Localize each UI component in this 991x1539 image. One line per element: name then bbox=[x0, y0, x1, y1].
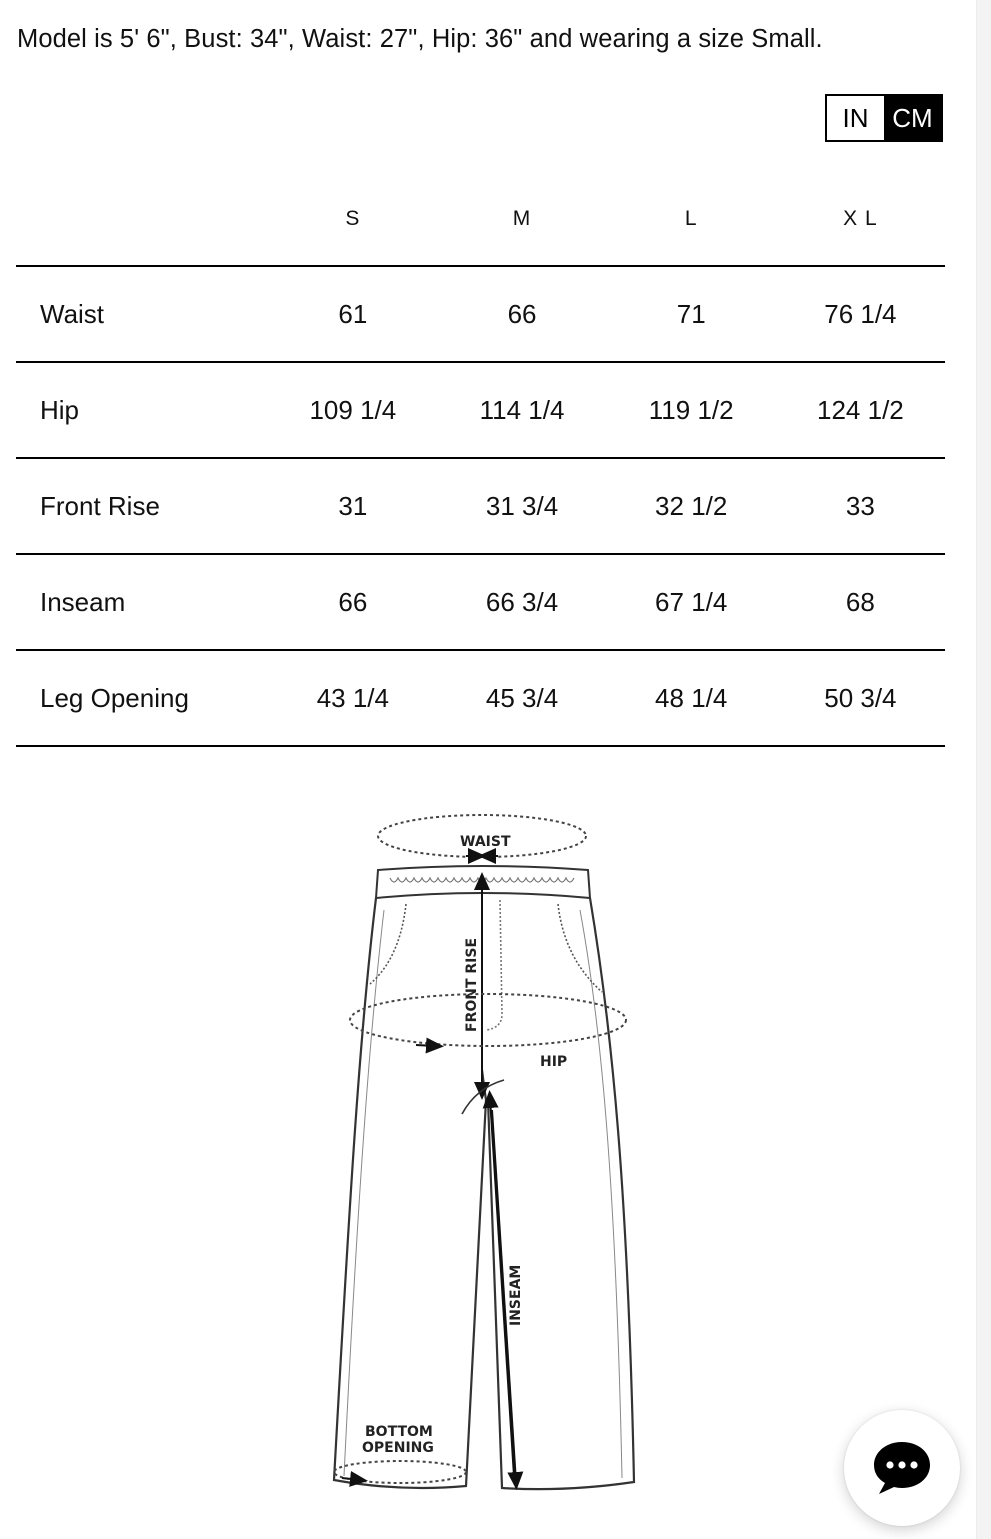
table-cell: 31 bbox=[268, 458, 437, 554]
table-row bbox=[16, 554, 945, 650]
unit-toggle[interactable] bbox=[825, 94, 943, 142]
table-cell: 67 1/4 bbox=[607, 554, 776, 650]
table-cell: 45 3/4 bbox=[437, 650, 606, 746]
row-label-inseam: Inseam bbox=[16, 554, 268, 650]
bottom-opening-diagram-label-line1: BOTTOM bbox=[365, 1424, 433, 1440]
table-cell: 124 1/2 bbox=[776, 362, 945, 458]
table-cell: 71 bbox=[607, 266, 776, 362]
table-cell: 61 bbox=[268, 266, 437, 362]
table-row bbox=[16, 650, 945, 746]
hip-measure-ellipse bbox=[350, 994, 626, 1046]
chat-button[interactable] bbox=[844, 1410, 960, 1526]
left-pocket bbox=[370, 904, 406, 984]
row-label-front-rise: Front Rise bbox=[16, 458, 268, 554]
table-cell: 66 bbox=[268, 554, 437, 650]
bottom-opening-arrow bbox=[342, 1478, 360, 1480]
row-label-leg-opening: Leg Opening bbox=[16, 650, 268, 746]
unit-option-cm[interactable]: CM bbox=[884, 96, 941, 140]
table-cell: 66 3/4 bbox=[437, 554, 606, 650]
table-cell: 50 3/4 bbox=[776, 650, 945, 746]
table-cell: 68 bbox=[776, 554, 945, 650]
table-cell: 31 3/4 bbox=[437, 458, 606, 554]
table-cell: 32 1/2 bbox=[607, 458, 776, 554]
table-cell: 109 1/4 bbox=[268, 362, 437, 458]
unit-option-in[interactable]: IN bbox=[827, 96, 884, 140]
header-size-m: M bbox=[437, 172, 606, 266]
hip-arrow bbox=[416, 1045, 436, 1046]
model-measurements-note: Model is 5' 6", Bust: 34", Waist: 27", Hip: 36" and wearing a size Small. bbox=[17, 25, 823, 53]
fly-stitching bbox=[486, 900, 502, 1030]
chat-bubble-icon bbox=[870, 1438, 934, 1498]
row-label-hip: Hip bbox=[16, 362, 268, 458]
table-cell: 33 bbox=[776, 458, 945, 554]
table-row bbox=[16, 362, 945, 458]
header-size-xl: X L bbox=[776, 172, 945, 266]
table-cell: 43 1/4 bbox=[268, 650, 437, 746]
size-chart-table bbox=[16, 172, 945, 747]
table-cell: 66 bbox=[437, 266, 606, 362]
pants-measurement-diagram bbox=[290, 770, 700, 1500]
hip-diagram-label: HIP bbox=[540, 1054, 568, 1070]
table-cell: 119 1/2 bbox=[607, 362, 776, 458]
waist-diagram-label: WAIST bbox=[460, 834, 511, 850]
table-cell: 76 1/4 bbox=[776, 266, 945, 362]
table-cell: 114 1/4 bbox=[437, 362, 606, 458]
header-empty-cell bbox=[16, 172, 268, 266]
table-row bbox=[16, 266, 945, 362]
bottom-opening-diagram-label-line2: OPENING bbox=[362, 1440, 434, 1456]
right-leg-inner-line bbox=[580, 910, 622, 1478]
scrollbar-track[interactable] bbox=[976, 0, 991, 1539]
front-rise-diagram-label: FRONT RISE bbox=[464, 937, 480, 1032]
header-size-s: S bbox=[268, 172, 437, 266]
size-header-row bbox=[16, 172, 945, 266]
table-row bbox=[16, 458, 945, 554]
pants-illustration bbox=[290, 770, 700, 1500]
row-label-waist: Waist bbox=[16, 266, 268, 362]
inseam-diagram-label: INSEAM bbox=[508, 1264, 524, 1326]
header-size-l: L bbox=[607, 172, 776, 266]
table-cell: 48 1/4 bbox=[607, 650, 776, 746]
right-pocket bbox=[558, 904, 602, 992]
